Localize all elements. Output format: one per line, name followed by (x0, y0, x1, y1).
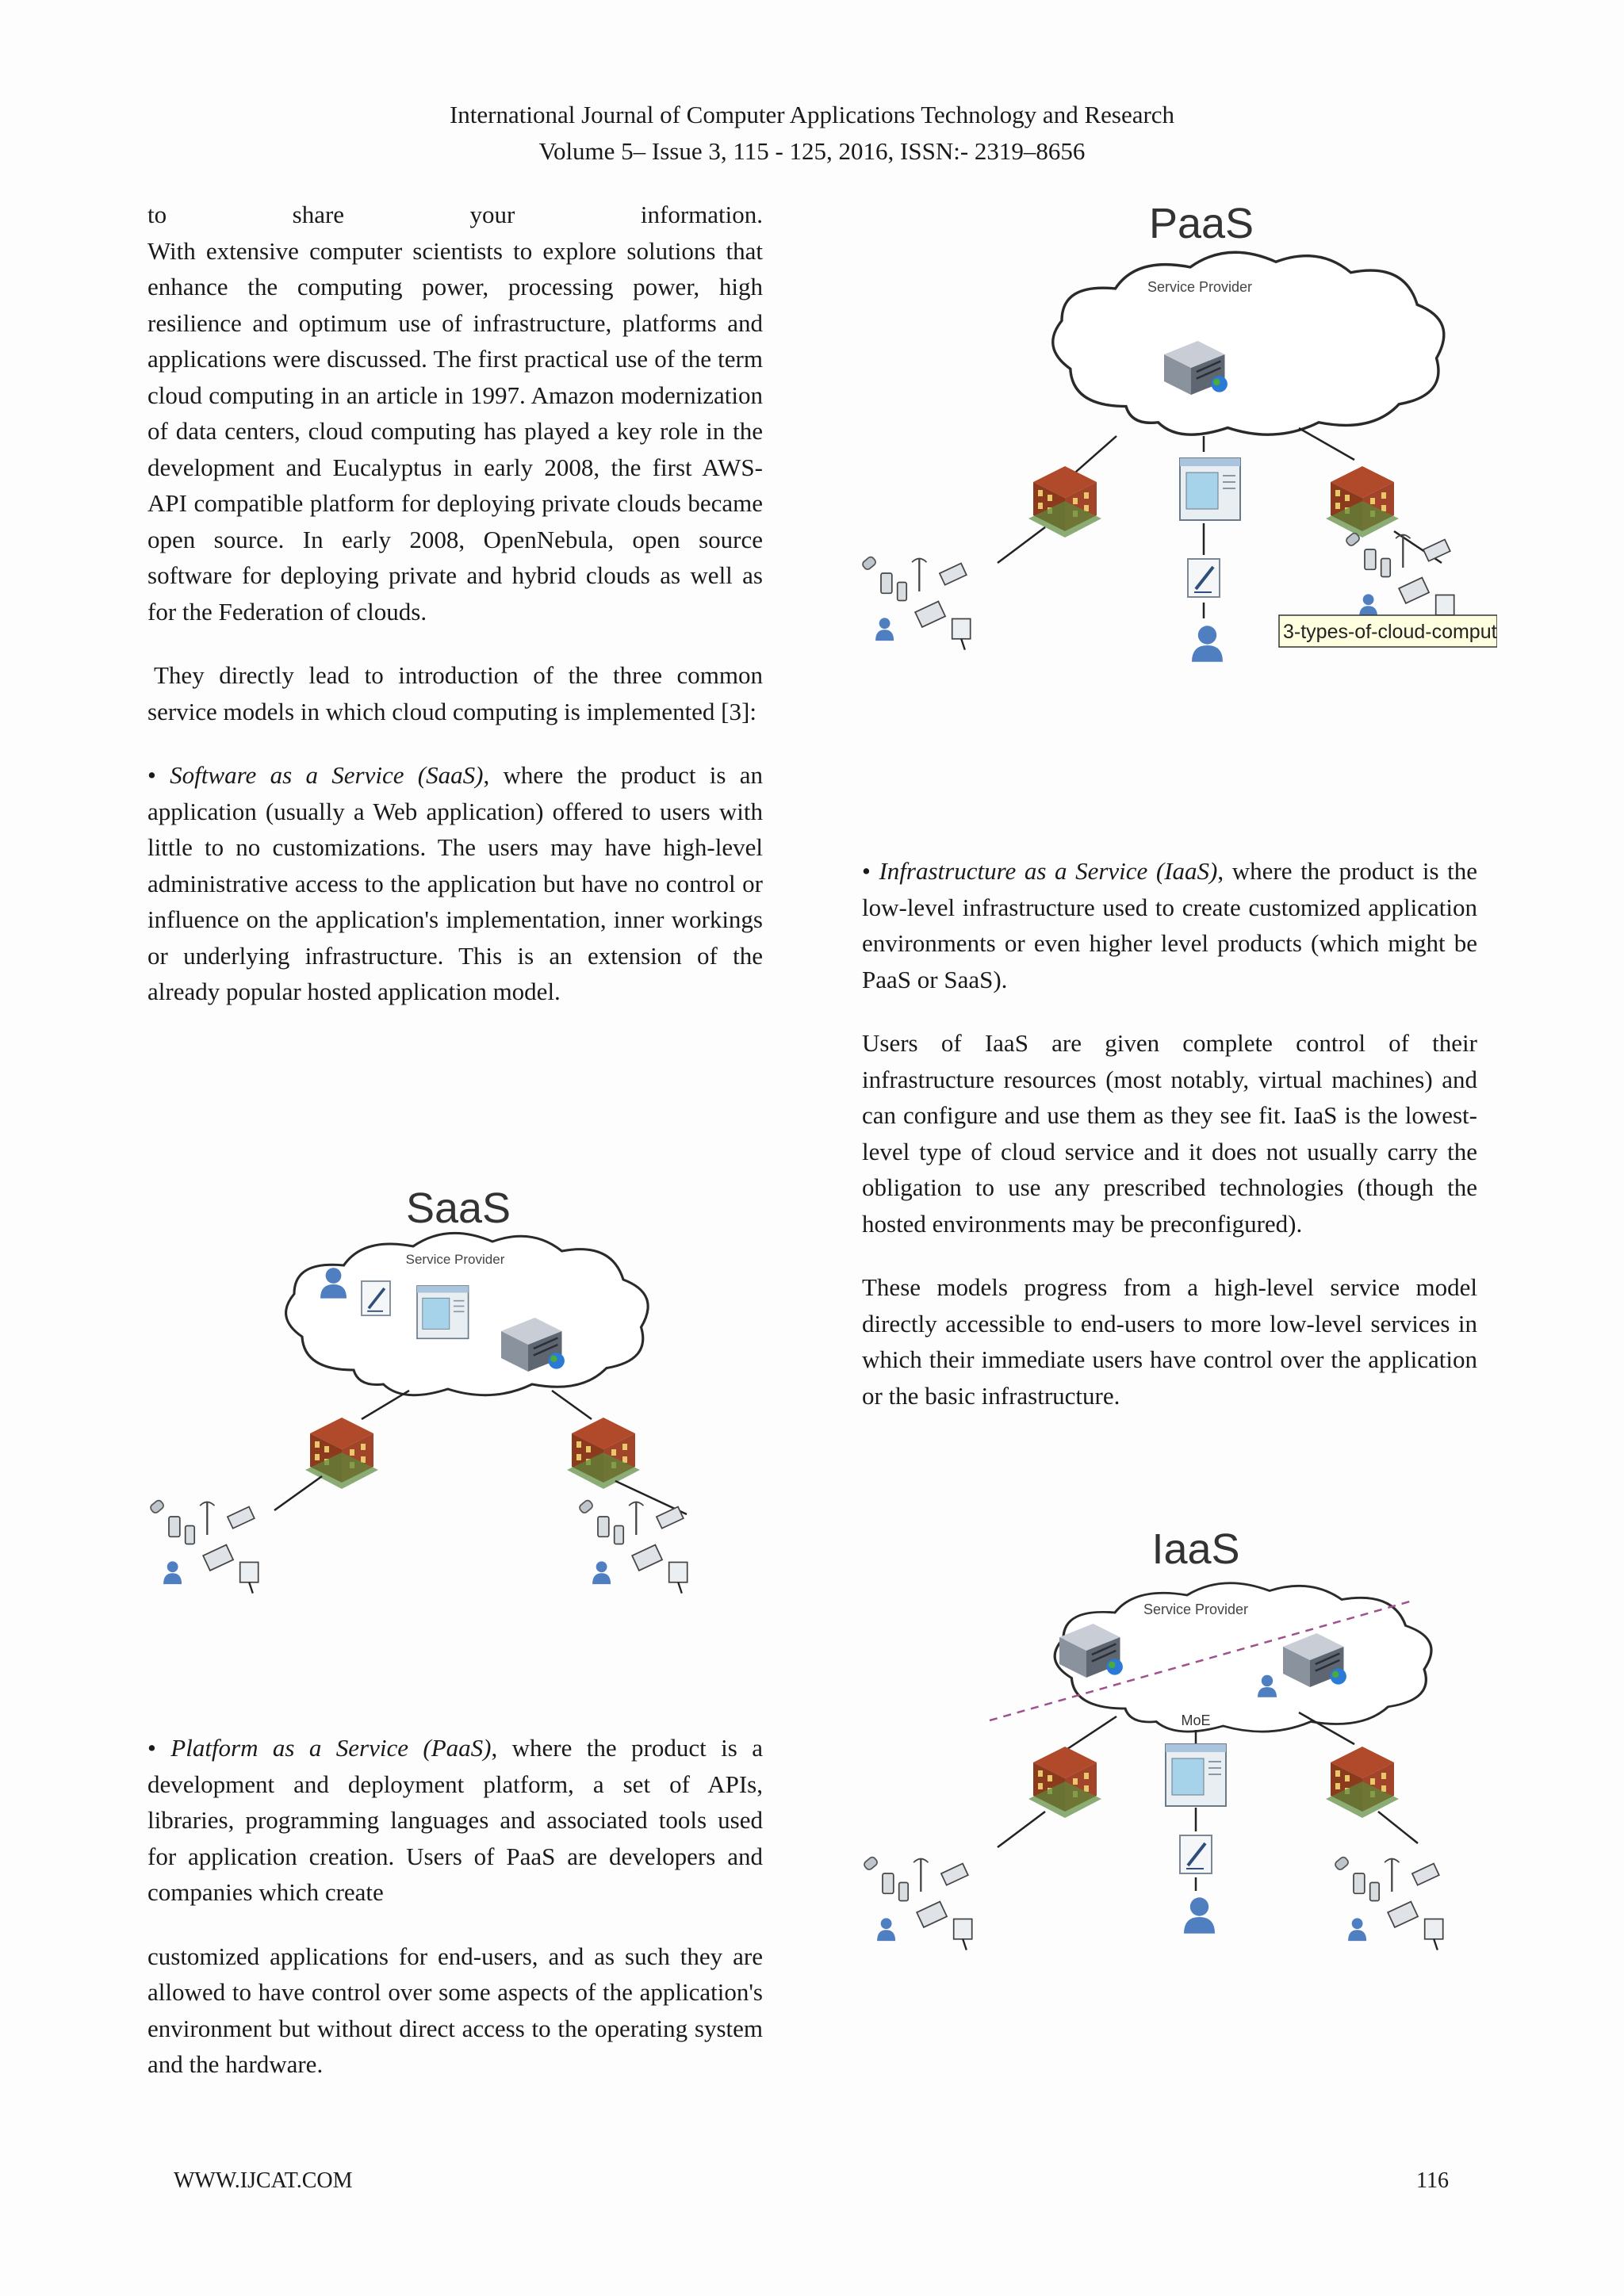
iaas-moe-label: MoE (1181, 1712, 1211, 1728)
building-icon (1028, 466, 1101, 538)
paragraph-iaas-users: Users of IaaS are given complete control of their infrastructure resources (most notably, virtual machines) and can configure and use them as they see fit. IaaS is the lowest-level type of cloud service and it does not usually carry the obligation to use any prescribed technologies (though the hosted environments may be preconfigured). (862, 1029, 1477, 1238)
connector-line (274, 1476, 322, 1510)
iaas-title: IaaS (1151, 1525, 1240, 1573)
paragraph-saas: • Software as a Service (SaaS), where the product is an application (usually a Web application) offered to users with little to no customizations. The users may have high-level administrative access to the application but have no control or influence on the application's implementation, inner workings or underlying infrastructure. This is an extension of the already popular hosted application model. (147, 761, 763, 1005)
development-doc-icon (362, 1281, 390, 1315)
end-user-devices-icon (863, 1856, 972, 1950)
journal-volume: Volume 5– Issue 3, 115 - 125, 2016, ISSN:- 2319–8656 (538, 137, 1086, 165)
paas-diagram (855, 190, 1497, 698)
application-window-icon (1166, 1744, 1226, 1806)
right-column-text (862, 853, 1477, 1414)
connector-line (1063, 1716, 1116, 1752)
paragraph-continuation-first-line: to share your information. (147, 201, 763, 228)
footer-page-number: 116 (1416, 2168, 1449, 2193)
left-column-top (147, 197, 763, 1010)
connector-line (1378, 1812, 1418, 1843)
connector-line (1299, 428, 1354, 460)
end-user-devices-icon (861, 556, 971, 650)
building-icon (1326, 1747, 1399, 1818)
left-column-bottom (147, 1730, 763, 2083)
connector-line (362, 1391, 409, 1419)
end-user-devices-icon (1334, 1856, 1443, 1950)
application-window-icon (1180, 458, 1240, 520)
end-user-devices-icon (578, 1499, 688, 1594)
iaas-diagram (855, 1506, 1497, 1982)
paas-title: PaaS (1148, 200, 1254, 247)
building-icon (1028, 1747, 1101, 1818)
development-doc-icon (1180, 1835, 1212, 1873)
building-icon (305, 1418, 378, 1489)
connector-line (552, 1391, 592, 1419)
development-doc-icon (1188, 559, 1220, 597)
term-iaas: Infrastructure as a Service (IaaS) (879, 857, 1218, 885)
paragraph-history: With extensive computer scientists to explore solutions that enhance the computing power, processing power, high resilience and optimum use of infrastructure, platforms and applications were discussed. The first practical use of the term cloud computing in an article in 1997. Amazon modernization of data centers, cloud computing has played a key role in the development and Eucalyptus in early 2008, the first AWS- API compatible platform for deploying private clouds became open source. In early 2008, OpenNebula, open source software for deploying private and hybrid clouds as well as for the Federation of clouds. (147, 236, 763, 626)
journal-title: International Journal of Computer Applications Technology and Research (449, 101, 1175, 128)
end-user-devices-icon (149, 1499, 259, 1594)
connector-line (998, 1812, 1045, 1847)
paragraph-paas: • Platform as a Service (PaaS), where the product is a development and deployment platform, a set of APIs, libraries, programming languages and associated tools used for application creation. Users of PaaS are developers and companies which create (147, 1734, 763, 1906)
developer-icon (1192, 626, 1223, 662)
term-saas: Software as a Service (SaaS) (170, 761, 484, 789)
saas-service-provider: Service Provider (405, 1252, 505, 1267)
journal-header (0, 97, 1624, 170)
saas-title: SaaS (405, 1184, 511, 1232)
building-icon (1326, 466, 1399, 538)
paragraph-paas-continued: customized applications for end-users, and as such they are allowed to have control over some aspects of the application's environment but without direct access to the operating system and the hardware. (147, 1942, 763, 2078)
developer-icon (1184, 1897, 1215, 1934)
paragraph-service-models-intro: They directly lead to introduction of the three common service models in which cloud computing is implemented [3]: (147, 661, 763, 725)
term-paas: Platform as a Service (PaaS) (170, 1734, 492, 1762)
saas-diagram (147, 1165, 734, 1625)
paragraph-iaas: • Infrastructure as a Service (IaaS), where the product is the low-level infrastructure used to create customized application environments or even higher level products (which might be PaaS or SaaS). (862, 857, 1477, 993)
paas-service-provider: Service Provider (1147, 279, 1253, 295)
paragraph-models-progress: These models progress from a high-level service model directly accessible to end-users to more low-level services in which their immediate users have control over the application or the basic infrastructure. (862, 1273, 1477, 1410)
building-icon (567, 1418, 640, 1489)
end-user-devices-icon (1345, 532, 1454, 626)
connector-line (998, 527, 1045, 563)
application-window-icon (417, 1286, 469, 1338)
iaas-service-provider: Service Provider (1143, 1601, 1249, 1617)
image-tooltip-text: 3-types-of-cloud-comput (1283, 621, 1497, 643)
footer-website: WWW.IJCAT.COM (174, 2168, 353, 2193)
